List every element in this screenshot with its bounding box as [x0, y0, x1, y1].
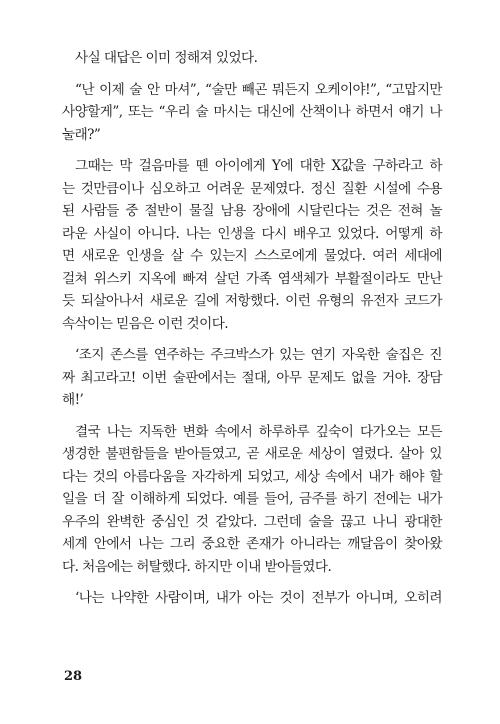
- text-line: 다는 것의 아름다움을 자각하게 되었고, 세상 속에서 내가 해야 할: [62, 469, 442, 485]
- text-line: 속삭이는 믿음은 이런 것이다.: [62, 316, 229, 332]
- text-line: 면 새로운 인생을 살 수 있는지 스스로에게 물었다. 여러 세대에: [62, 248, 442, 264]
- text-line: 눌래?”: [62, 127, 101, 143]
- text-line: 듯 되살아나서 새로운 길에 저항했다. 이런 유형의 유전자 코드가: [62, 293, 442, 309]
- text-line: 라운 사실이 아니다. 나는 인생을 다시 배우고 있었다. 어떻게 하: [62, 226, 442, 242]
- text-line: 일을 더 잘 이해하게 되었다. 예를 들어, 금주를 하기 전에는 내가: [62, 491, 442, 507]
- text-line: 사실 대답은 이미 정해져 있었다.: [75, 50, 258, 66]
- text-line: 사양할게”, 또는 “우리 술 마시는 대신에 산책이나 하면서 얘기 나: [62, 104, 442, 120]
- page-number: 28: [64, 669, 83, 684]
- text-line: 짜 최고라고! 이번 술판에서는 절대, 아무 문제도 없을 거야. 장담: [62, 370, 442, 386]
- text-line: 세계 안에서 나는 그리 중요한 존재가 아니라는 깨달음이 찾아왔: [62, 536, 442, 552]
- text-line: “난 이제 술 안 마셔”, “술만 빼곤 뭐든지 오케이야!”, “고맙지만: [75, 82, 442, 98]
- text-line: 그때는 막 걸음마를 뗀 아이에게 Y에 대한 X값을 구하라고 하: [75, 158, 442, 174]
- text-line: 다. 처음에는 허탈했다. 하지만 이내 받아들였다.: [62, 559, 332, 575]
- text-line: 된 사람들 중 절반이 물질 남용 장애에 시달린다는 것은 전혀 놀: [62, 203, 442, 219]
- text-line: 해!’: [62, 392, 84, 408]
- text-line: ‘나는 나약한 사람이며, 내가 아는 것이 전부가 아니며, 오히려: [75, 590, 442, 606]
- text-line: 우주의 완벽한 중심인 것 같았다. 그런데 술을 끊고 나니 광대한: [62, 514, 442, 530]
- text-line: 걸쳐 위스키 지옥에 빠져 살던 가족 염색체가 부활절이라도 만난: [62, 271, 442, 287]
- text-line: ‘조지 존스를 연주하는 주크박스가 있는 연기 자욱한 술집은 진: [75, 347, 442, 363]
- text-line: 결국 나는 지독한 변화 속에서 하루하루 깊숙이 다가오는 모든: [75, 424, 442, 440]
- text-line: 생경한 불편함들을 받아들였고, 곧 새로운 세상이 열렸다. 살아 있: [62, 446, 442, 462]
- text-line: 는 것만큼이나 심오하고 어려운 문제였다. 정신 질환 시설에 수용: [62, 181, 442, 197]
